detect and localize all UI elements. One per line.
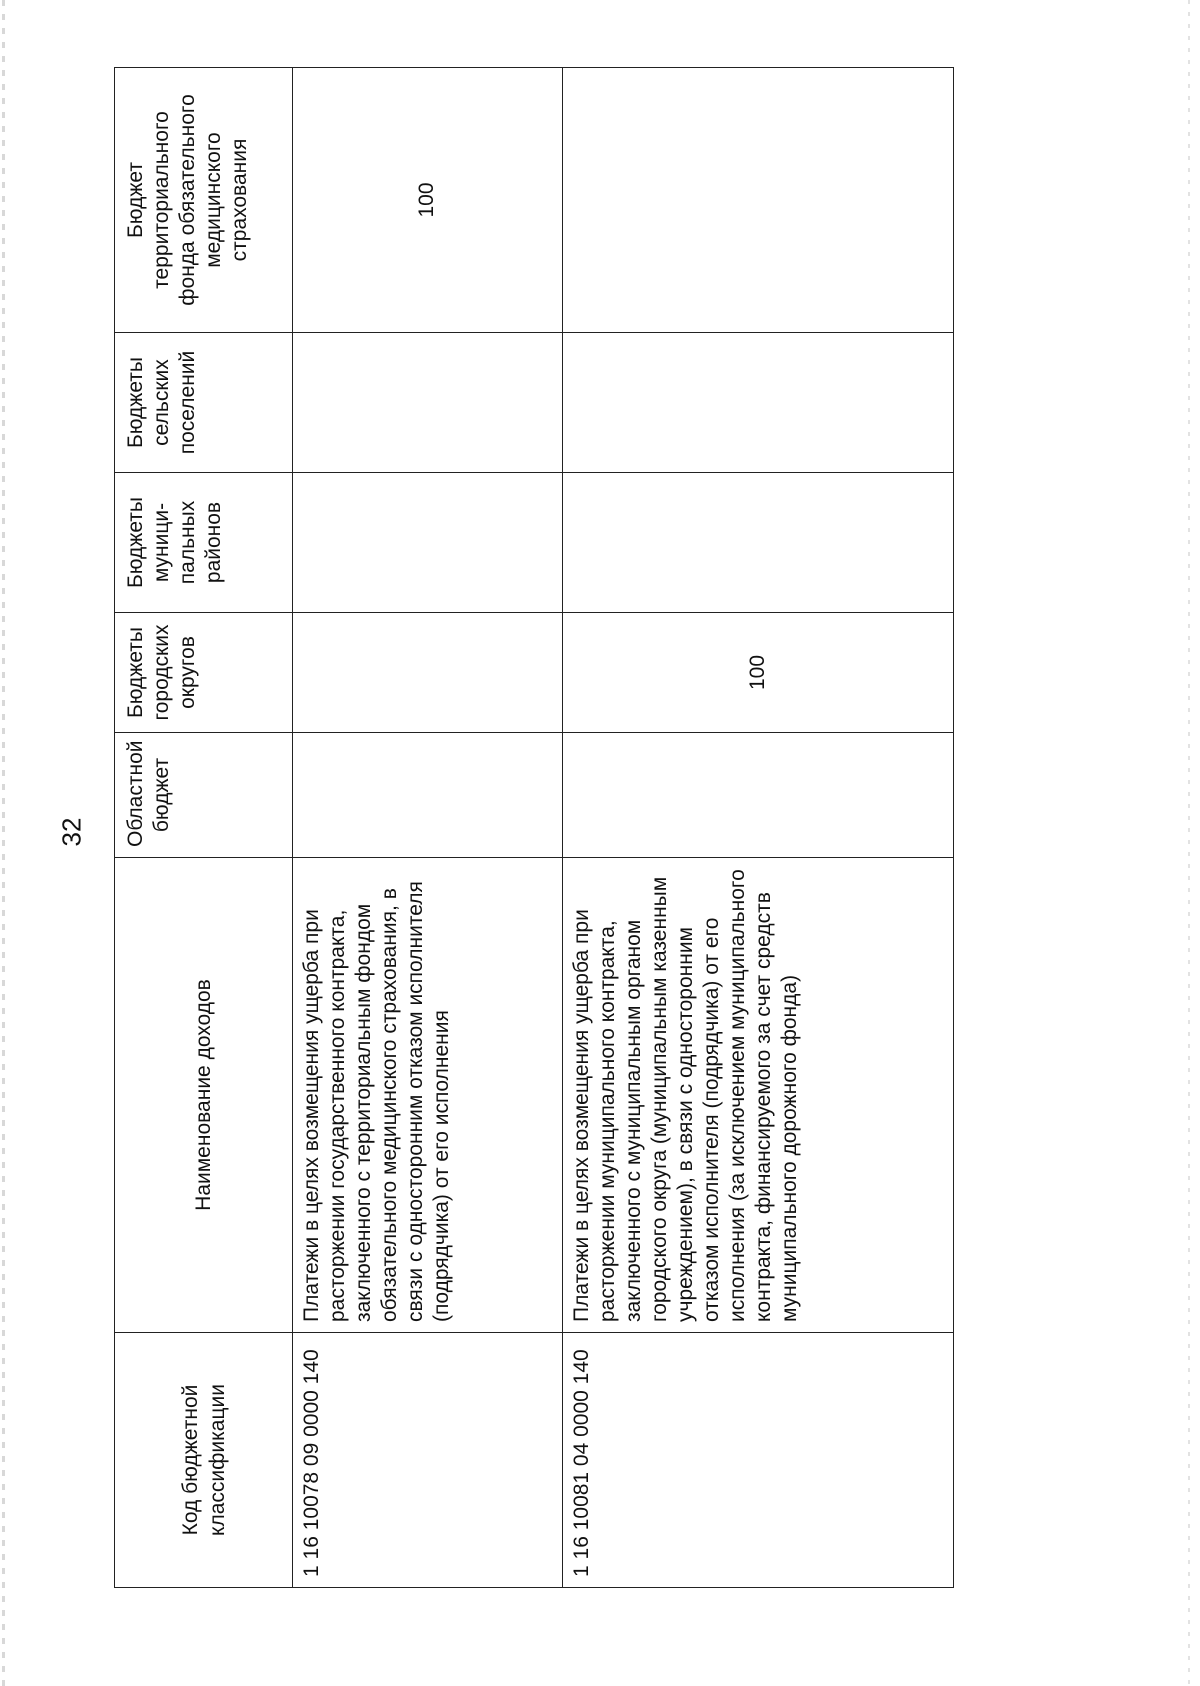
cell-rural-settlements bbox=[563, 333, 954, 473]
page-number: 32 bbox=[56, 817, 87, 847]
header-name: Наименование доходов bbox=[115, 858, 293, 1333]
cell-code: 1 16 10078 09 0000 140 bbox=[293, 1333, 563, 1588]
table-header-row bbox=[115, 68, 293, 1588]
cell-code: 1 16 10081 04 0000 140 bbox=[563, 1333, 954, 1588]
header-city-districts: Бюджеты городских округов bbox=[115, 613, 293, 733]
cell-city-districts bbox=[293, 613, 563, 733]
scan-edge-left bbox=[2, 0, 5, 1686]
cell-regional bbox=[563, 733, 954, 858]
header-code: Код бюджетной классификации bbox=[115, 1333, 293, 1588]
table-row bbox=[293, 68, 563, 1588]
cell-health-insurance-fund: 100 bbox=[293, 68, 563, 333]
cell-name: Платежи в целях возмещения ущерба при расторжении государственного контракта, заключенного с территориальным фондом обязательного медицинского страхования, в связи с односторонним отказом исполнителя (подрядчика) от его исполнения bbox=[293, 858, 563, 1333]
header-health-insurance-fund: Бюджет территориального фонда обязательного медицинского страхования bbox=[115, 68, 293, 333]
cell-city-districts: 100 bbox=[563, 613, 954, 733]
scan-edge-right bbox=[1188, 0, 1190, 1686]
income-table bbox=[114, 67, 954, 1588]
header-rural-settlements: Бюджеты сельских поселений bbox=[115, 333, 293, 473]
cell-municipal-districts bbox=[563, 473, 954, 613]
table-row bbox=[563, 68, 954, 1588]
cell-municipal-districts bbox=[293, 473, 563, 613]
header-municipal-districts: Бюджеты муници-пальных районов bbox=[115, 473, 293, 613]
income-table-frame bbox=[114, 68, 954, 1588]
cell-rural-settlements bbox=[293, 333, 563, 473]
cell-health-insurance-fund bbox=[563, 68, 954, 333]
header-regional: Областной бюджет bbox=[115, 733, 293, 858]
cell-regional bbox=[293, 733, 563, 858]
cell-name: Платежи в целях возмещения ущерба при расторжении муниципального контракта, заключенного с муниципальным органом городского округа (муниципальным казенным учреждением), в связи с односторонним отказом исполнителя (подрядчика) от его исполнения (за исключением муниципального контракта, финансируемого за счет средств муниципального дорожного фонда) bbox=[563, 858, 954, 1333]
